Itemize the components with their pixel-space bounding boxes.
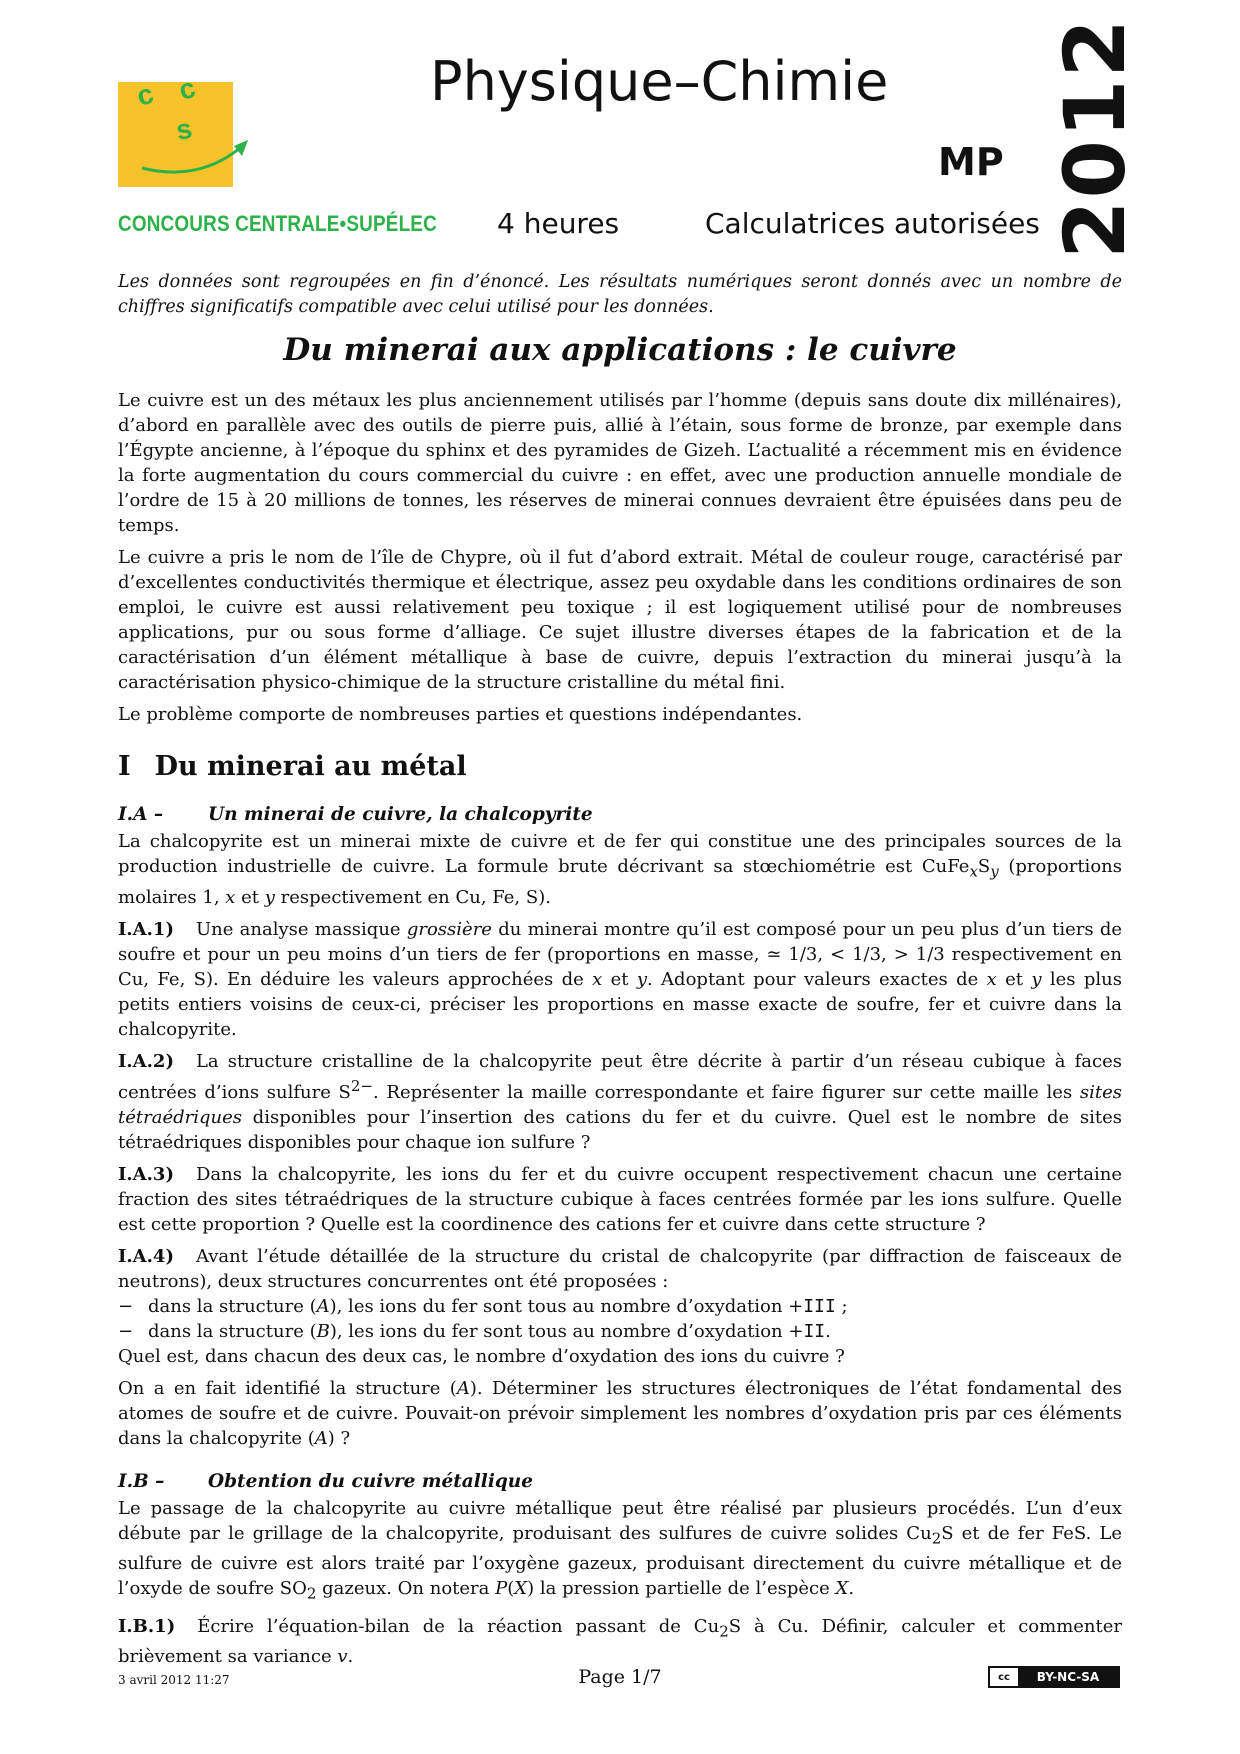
subsection-heading bbox=[118, 1471, 1122, 1492]
paragraph: La chalcopyrite est un minerai mixte de cuivre et de fer qui constitue une des principales sources de la production industrielle de cuivre. La formule brute décrivant sa stœchiométrie est $CuFe_xS_y$ (proportions molaires 1, x et y respectivement en Cu, Fe, S). bbox=[118, 831, 1122, 908]
question: I.B.1) Écrire l’équation-bilan de la réaction passant de $Cu_2S$ à Cu. Définir, calculer et commenter brièvement sa variance v. bbox=[118, 1615, 1123, 1668]
calculators-note: Calculatrices autorisées bbox=[705, 207, 1040, 240]
paragraph: Le passage de la chalcopyrite au cuivre métallique peut être réalisé par plusieurs procédés. L’un d’eux débute par le grillage de la chalcopyrite, produisant des sulfures de cuivre solides $Cu_2S$ et de fer FeS. Le sulfure de cuivre est alors traité par l’oxygène gazeux, produisant directement du cuivre métallique et de l’oxyde de soufre $SO_2$ gazeux. On notera P(X) la pression partielle de l’espèce X. bbox=[118, 1497, 1123, 1603]
svg-text:s: s bbox=[173, 112, 195, 146]
intro-paragraph: Le problème comporte de nombreuses parties et questions indépendantes. bbox=[118, 704, 803, 725]
subsection-title: Un minerai de cuivre, la chalcopyrite bbox=[208, 804, 593, 825]
section-number: I bbox=[118, 751, 131, 782]
exam-content bbox=[118, 270, 1122, 1676]
intro-paragraph: Le cuivre a pris le nom de l’île de Chypre, où il fut d’abord extrait. Métal de couleur rouge, caractérisé par d’excellentes conductivités thermique et électrique, assez peu oxydable dans les conditions ordinaires de son emploi, le cuivre est aussi relativement peu toxique ; il est logiquement utilisé pour de nombreuses applications, pur ou sous forme d’alliage. Ce sujet illustre diverses étapes de la fabrication et de la caractérisation d’un élément métallique à base de cuivre, depuis l’extraction du minerai jusqu’à la caractérisation physico-chimique de la structure cristalline du métal fini. bbox=[118, 547, 1122, 693]
list-item: − dans la structure (B), les ions du fer sont tous au nombre d’oxydation +II. bbox=[118, 1320, 831, 1342]
svg-text:c: c bbox=[175, 72, 199, 106]
section-title: Du minerai au métal bbox=[154, 751, 467, 782]
subsection-heading bbox=[118, 804, 1122, 825]
question: I.A.2) La structure cristalline de la chalcopyrite peut être décrite à partir d’un réseau cubique à faces centrées d’ions sulfure $S^{2-}$. Représenter la maille correspondante et faire figurer sur cette maille les sites tétraédriques disponibles pour l’insertion des cations du fer et du cuivre. Quel est le nombre de sites tétraédriques disponibles pour chaque ion sulfure ? bbox=[118, 1050, 1122, 1153]
question-number: I.A.4) bbox=[118, 1245, 174, 1267]
intro-paragraph: Le cuivre est un des métaux les plus anciennement utilisés par l’homme (depuis sans doute dix millénaires), d’abord en parallèle avec des outils de pierre puis, allié à l’étain, sous forme de bronze, par exemple dans l’Égypte ancienne, à l’époque du sphinx et des pyramides de Gizeh. L’actualité a récemment mis en évidence la forte augmentation du cours commercial du cuivre : en effet, avec une production annuelle mondiale de l’ordre de 15 à 20 millions de tonnes, les réserves de minerai connues devraient être épuisées dans peu de temps. bbox=[118, 390, 1122, 536]
exam-year: 2012 bbox=[1046, 17, 1144, 259]
list-item: − dans la structure (A), les ions du fer sont tous au nombre d’oxydation +III ; bbox=[118, 1295, 848, 1317]
subsection-number: I.B – bbox=[118, 1470, 165, 1492]
footer-date: 3 avril 2012 11:27 bbox=[118, 1673, 230, 1687]
question-line: Quel est, dans chacun des deux cas, le nombre d’oxydation des ions du cuivre ? bbox=[118, 1345, 845, 1367]
concours-logo bbox=[118, 72, 258, 194]
page-number: Page 1/7 bbox=[578, 1666, 662, 1688]
exam-title: Physique–Chimie bbox=[430, 50, 889, 113]
question-number: I.A.1) bbox=[118, 918, 174, 940]
intro-note: Les données sont regroupées en fin d’énoncé. Les résultats numériques seront donnés avec un nombre de chiffres significatifs compatible avec celui utilisé pour les données. bbox=[118, 272, 1122, 317]
question: I.A.3) Dans la chalcopyrite, les ions du fer et du cuivre occupent respectivement chacun une certaine fraction des sites tétraédriques de la structure cubique à faces centrées formée par les ions sulfure. Quelle est cette proportion ? Quelle est la coordinence des cations fer et cuivre dans cette structure ? bbox=[118, 1163, 1122, 1235]
paragraph: On a en fait identifié la structure (A). Déterminer les structures électroniques de l’état fondamental des atomes de soufre et de cuivre. Pouvait-on prévoir simplement les nombres d’oxydation pris par ces éléments dans la chalcopyrite (A) ? bbox=[118, 1377, 1123, 1449]
question-number: I.A.2) bbox=[118, 1050, 174, 1072]
subsection-number: I.A – bbox=[118, 804, 164, 825]
cc-icon: cc bbox=[998, 1671, 1010, 1683]
main-title: Du minerai aux applications : le cuivre bbox=[283, 332, 957, 368]
question: I.A.4) Avant l’étude détaillée de la structure du cristal de chalcopyrite (par diffraction de faisceaux de neutrons), deux structures concurrentes ont été proposées : − dans la structure (A), les ions du fer sont tous au nombre d’oxydation +III ; − dans la structure (B), les ions du fer sont tous au nombre d’oxydation +II. Quel est, dans chacun des deux cas, le nombre d’oxydation des ions du cuivre ? bbox=[118, 1245, 1122, 1367]
exam-track: MP bbox=[938, 140, 1004, 184]
logo-caption: CONCOURS CENTRALE•SUPÉLEC bbox=[118, 211, 437, 236]
svg-text:c: c bbox=[133, 77, 157, 112]
exam-duration: 4 heures bbox=[497, 207, 620, 240]
license-text: BY-NC-SA bbox=[1018, 1668, 1118, 1686]
license-badge bbox=[988, 1666, 1120, 1688]
section-heading bbox=[118, 751, 1122, 782]
question-number: I.A.3) bbox=[118, 1163, 174, 1185]
subsection-title: Obtention du cuivre métallique bbox=[208, 1470, 534, 1492]
question-number: I.B.1) bbox=[118, 1615, 176, 1637]
question: I.A.1) Une analyse massique grossière du minerai montre qu’il est composé pour un peu plus d’un tiers de soufre et pour un peu moins d’un tiers de fer (proportions en masse, ≃ 1/3, < 1/3, > 1/3 respectivement en Cu, Fe, S). En déduire les valeurs approchées de x et y. Adoptant pour valeurs exactes de x et y les plus petits entiers voisins de ceux-ci, préciser les proportions en masse exacte de soufre, fer et cuivre dans la chalcopyrite. bbox=[118, 918, 1123, 1040]
